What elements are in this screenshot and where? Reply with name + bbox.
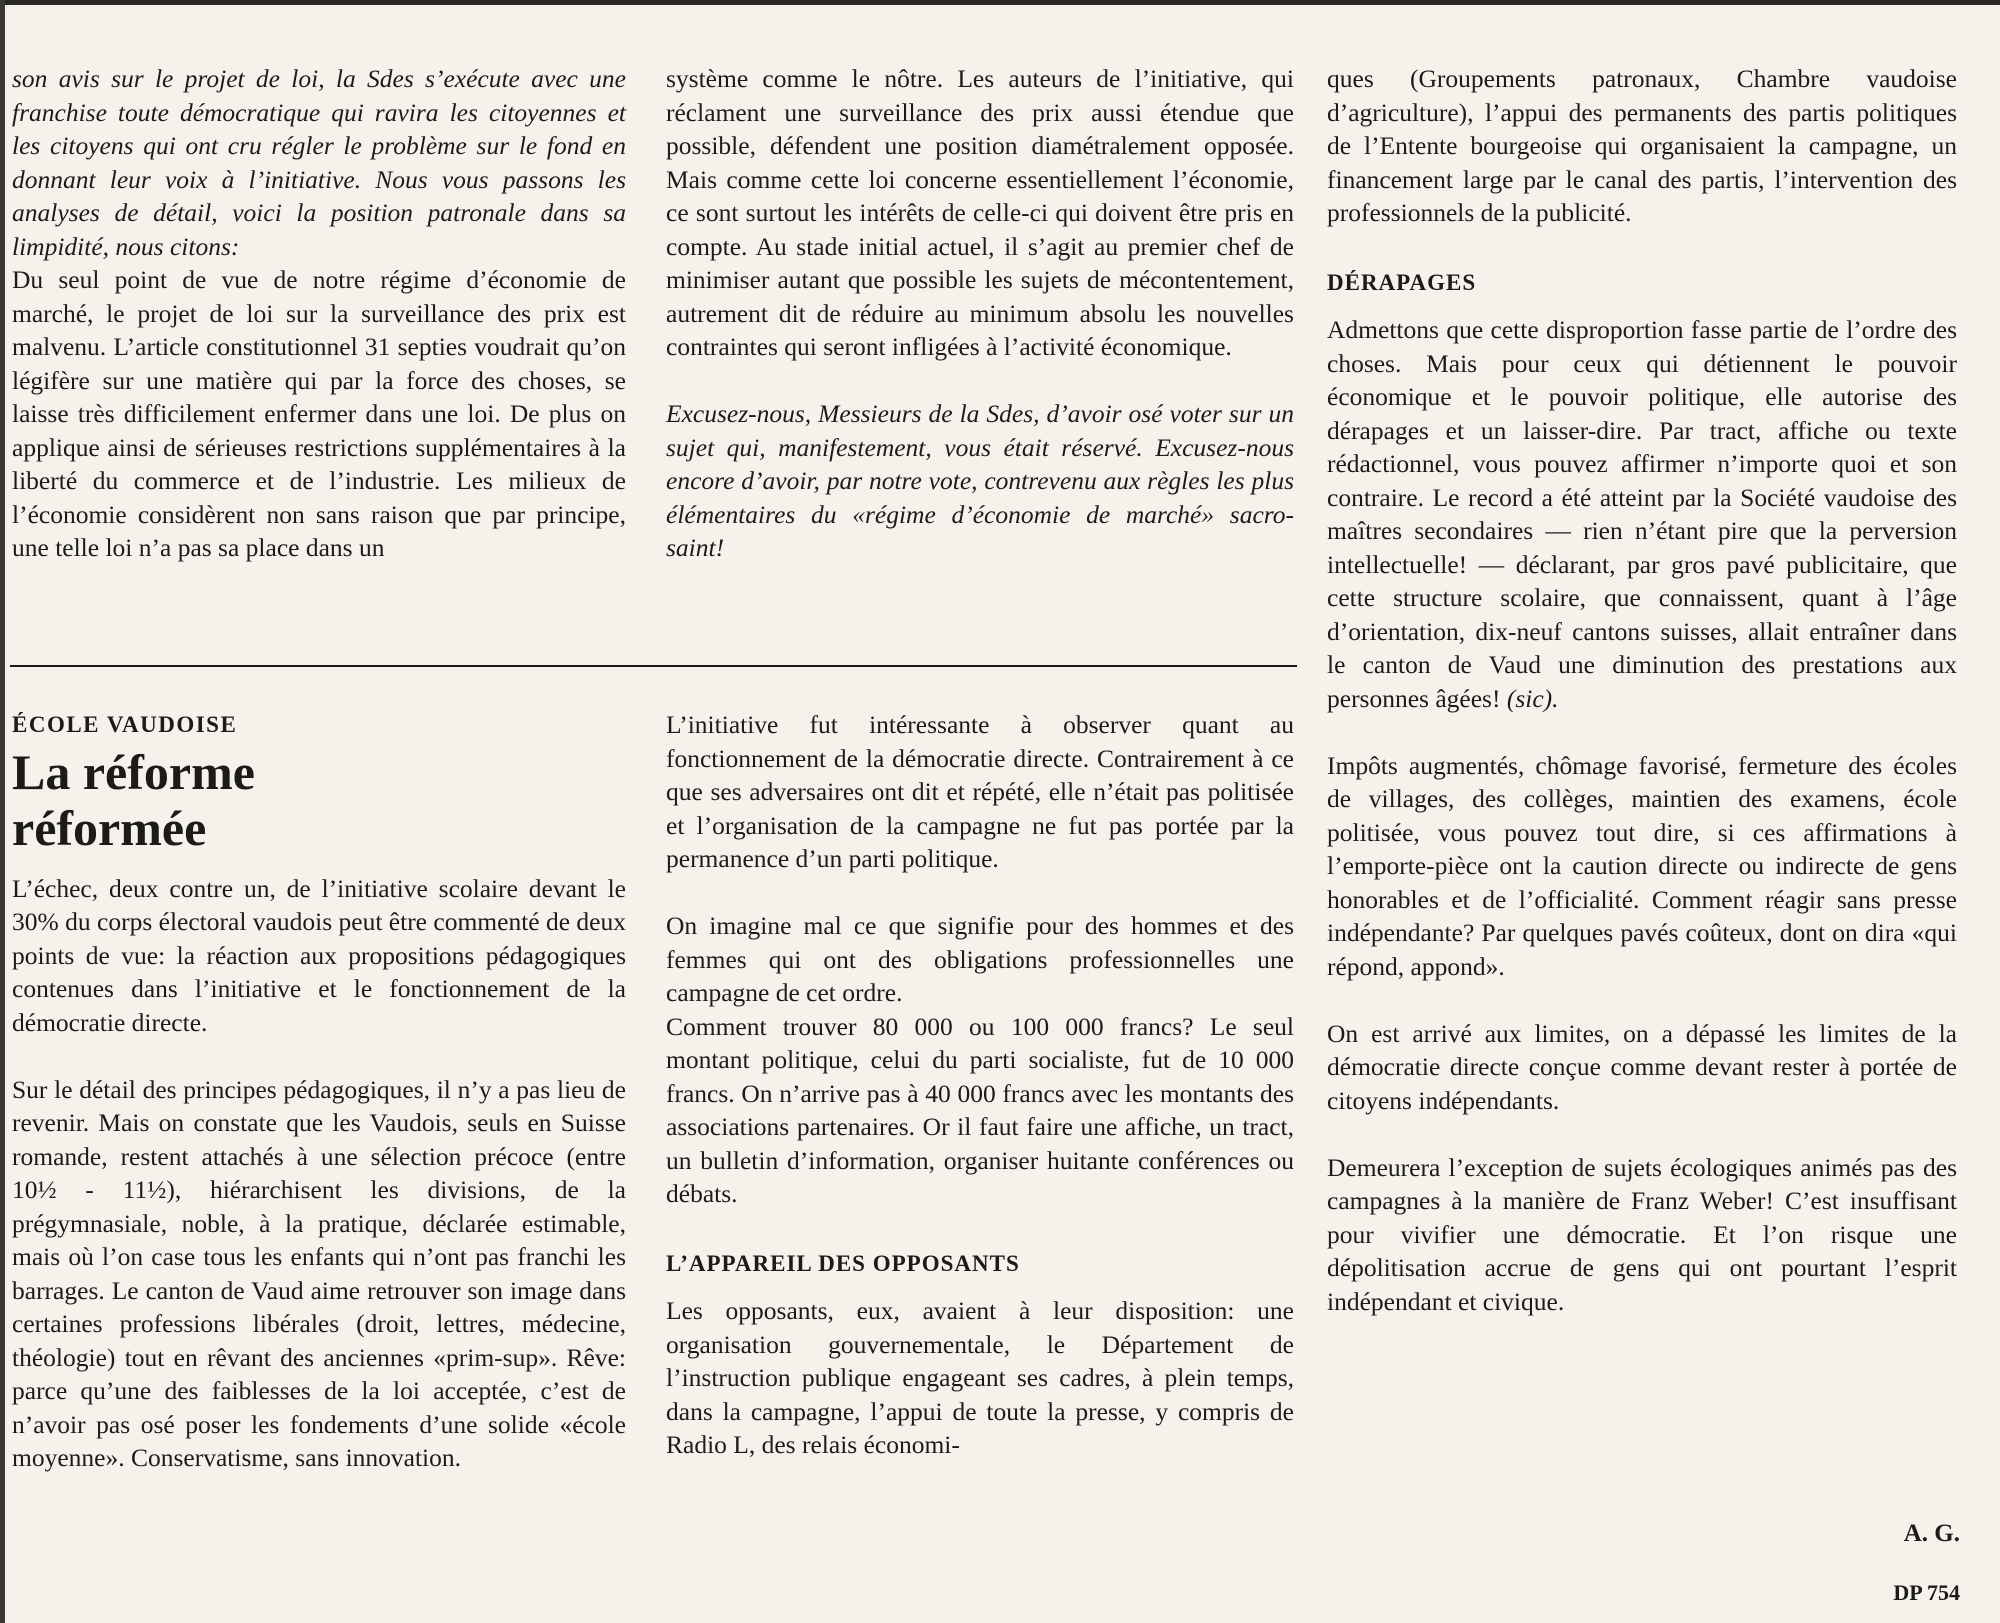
section-kicker: ÉCOLE VAUDOISE — [12, 712, 238, 737]
left-page-edge — [0, 0, 5, 1623]
author-signature: A. G. — [1903, 1520, 1960, 1547]
column3 — [1327, 62, 1957, 1318]
column3-paragraph-2 — [1327, 313, 1957, 715]
top-border-rule — [0, 0, 2000, 5]
citation-continued-paragraph: système comme le nôtre. Les auteurs de l’initiative, qui réclament une surveillance des prix aussi étendue que possible, défendent une position diamétralement opposée. Mais comme cette loi concerne essentiellement l’économie, ce sont surtout les intérêts de celle-ci qui doivent être pris en compte. Au stade initial actuel, il s’agit au premier chef de minimiser autant que possible les sujets de mécontentement, autrement dit de réduire au minimum absolu les nouvelles contraintes qui seront infligées à l’activité économique. — [666, 64, 1294, 361]
quote-intro-paragraph: son avis sur le projet de loi, la Sdes s’exécute avec une franchise toute démocratique qui ravira les citoyennes et les citoyens qui ont cru régler le problème sur le fond en donnant leur voix à l’initiative. Nous vous passons les analyses de détail, voici la position patronale dans sa limpidité, nous citons: — [12, 64, 626, 261]
column3-paragraph-4: On est arrivé aux limites, on a dépassé les limites de la démocratie directe conçue comme devant rester à portée de citoyens indépendants. — [1327, 1018, 1957, 1115]
column2-top — [666, 62, 1294, 565]
article-paragraph-4: On imagine mal ce que signifie pour des hommes et des femmes qui ont des obligations professionnelles une campagne de cet ordre. — [666, 911, 1294, 1007]
excuse-paragraph: Excusez-nous, Messieurs de la Sdes, d’avoir osé voter sur un sujet qui, manifestement, vous était réservé. Excusez-nous encore d’avoir, par notre vote, contrevenu aux règles les plus élémentaires du «régime d’économie de marché» sacro-saint! — [666, 399, 1294, 562]
sic-note: (sic). — [1506, 683, 1559, 713]
article-paragraph-5: Comment trouver 80 000 ou 100 000 francs? Le seul montant politique, celui du parti socialiste, fut de 10 000 francs. On n’arrive pas à 40 000 francs avec les montants des associations partenaires. Or il faut faire une affiche, un tract, un bulletin d’information, organiser huitante conférences ou débats. — [666, 1011, 1294, 1208]
column1-bottom — [12, 708, 626, 1475]
column1-top — [12, 62, 626, 565]
column3-paragraph-5: Demeurera l’exception de sujets écologiques animés pas des campagnes à la manière de Franz Weber! C’est insuffisant pour vivifier une démocratie. Et l’on risque une dépolitisation accrue de gens qui ont pourtant l’esprit indépendant et civique. — [1327, 1152, 1957, 1316]
subhead-derapages: DÉRAPAGES — [1327, 269, 1477, 295]
article-paragraph-3: L’initiative fut intéressante à observer quant au fonctionnement de la démocratie directe. Contrairement à ce que ses adversaires ont dit et répété, elle n’était pas politisée et l’organisation de la campagne ne fut pas portée par la permanence d’un parti politique. — [666, 710, 1294, 873]
article-headline: La réforme réformée — [12, 743, 255, 856]
derapages-text: Admettons que cette disproportion fasse partie de l’ordre des choses. Mais pour ceux qui détiennent le pouvoir économique et le pouvoir politique, elle autorise des dérapages et un laisser-dire. Par tract, affiche ou texte rédactionnel, vous pouvez affirmer n’importe quoi et son contraire. Le record a été atteint par la Société vaudoise des maîtres secondaires — rien n’étant pire que la perversion intellectuelle! — déclarant, par gros pavé publicitaire, que cette structure scolaire, que connaissent, quant à l’âge d’orientation, dix-neuf cantons suisses, allait entraîner dans le canton de Vaud une diminution des prestations aux personnes âgées! — [1327, 315, 1957, 713]
article-paragraph-1: L’échec, deux contre un, de l’initiative scolaire devant le 30% du corps électoral vaudois peut être commenté de deux points de vue: la réaction aux propositions pédagogiques contenues dans l’initiative et le fonctionnement de la démocratie directe. — [12, 873, 626, 1037]
citation-paragraph: Du seul point de vue de notre régime d’économie de marché, le projet de loi sur la surveillance des prix est malvenu. L’article constitutionnel 31 septies voudrait qu’on légifère sur une matière qui par la force des choses, se laisse très difficilement enfermer dans une loi. De plus on applique ainsi de sérieuses restrictions supplémentaires à la liberté du commerce et de l’industrie. Les milieux de l’économie considèrent non sans raison que par principe, une telle loi n’a pas sa place dans un — [12, 265, 626, 562]
page-folio: DP 754 — [1893, 1580, 1960, 1605]
article-paragraph-6: Les opposants, eux, avaient à leur disposition: une organisation gouvernementale, le Département de l’instruction publique engageant ses cadres, à plein temps, dans la campagne, l’appui de toute la presse, y compris de Radio L, des relais économi- — [666, 1296, 1294, 1459]
column2-bottom — [666, 708, 1294, 1462]
section-divider — [10, 665, 1297, 667]
column3-paragraph-3: Impôts augmentés, chômage favorisé, fermeture des écoles de villages, des collèges, maintien des examens, école politisée, vous pouvez tout dire, si ces affirmations à l’emporte-pièce ont la caution directe ou indirecte de gens honorables et de l’officialité. Comment réagir sans presse indépendante? Par quelques pavés coûteux, dont on dira «qui répond, appond». — [1327, 750, 1957, 981]
subhead-opposants: L’APPAREIL DES OPPOSANTS — [666, 1250, 1020, 1276]
article-paragraph-2: Sur le détail des principes pédagogiques, il n’y a pas lieu de revenir. Mais on constate que les Vaudois, seuls en Suisse romande, restent attachés à une sélection précoce (entre 10½ - 11½), hiérarchisent les divisions, de la prégymnasiale, noble, à la pratique, déclarée estimable, mais où l’on case tous les enfants qui n’ont pas franchi les barrages. Le canton de Vaud aime retrouver son image dans certaines professions libérales (droit, lettres, médecine, théologie) tout en rêvant des anciennes «prim-sup». Rêve: parce qu’une des faiblesses de la loi acceptée, c’est de n’avoir pas osé poser les fondements d’une solide «école moyenne». Conservatisme, sans innovation. — [12, 1074, 626, 1472]
column3-paragraph-1: ques (Groupements patronaux, Chambre vaudoise d’agriculture), l’appui des permanents des partis politiques de l’Entente bourgeoise qui organisaient la campagne, un financement large par le canal des partis, l’intervention des professionnels de la publicité. — [1327, 64, 1957, 227]
